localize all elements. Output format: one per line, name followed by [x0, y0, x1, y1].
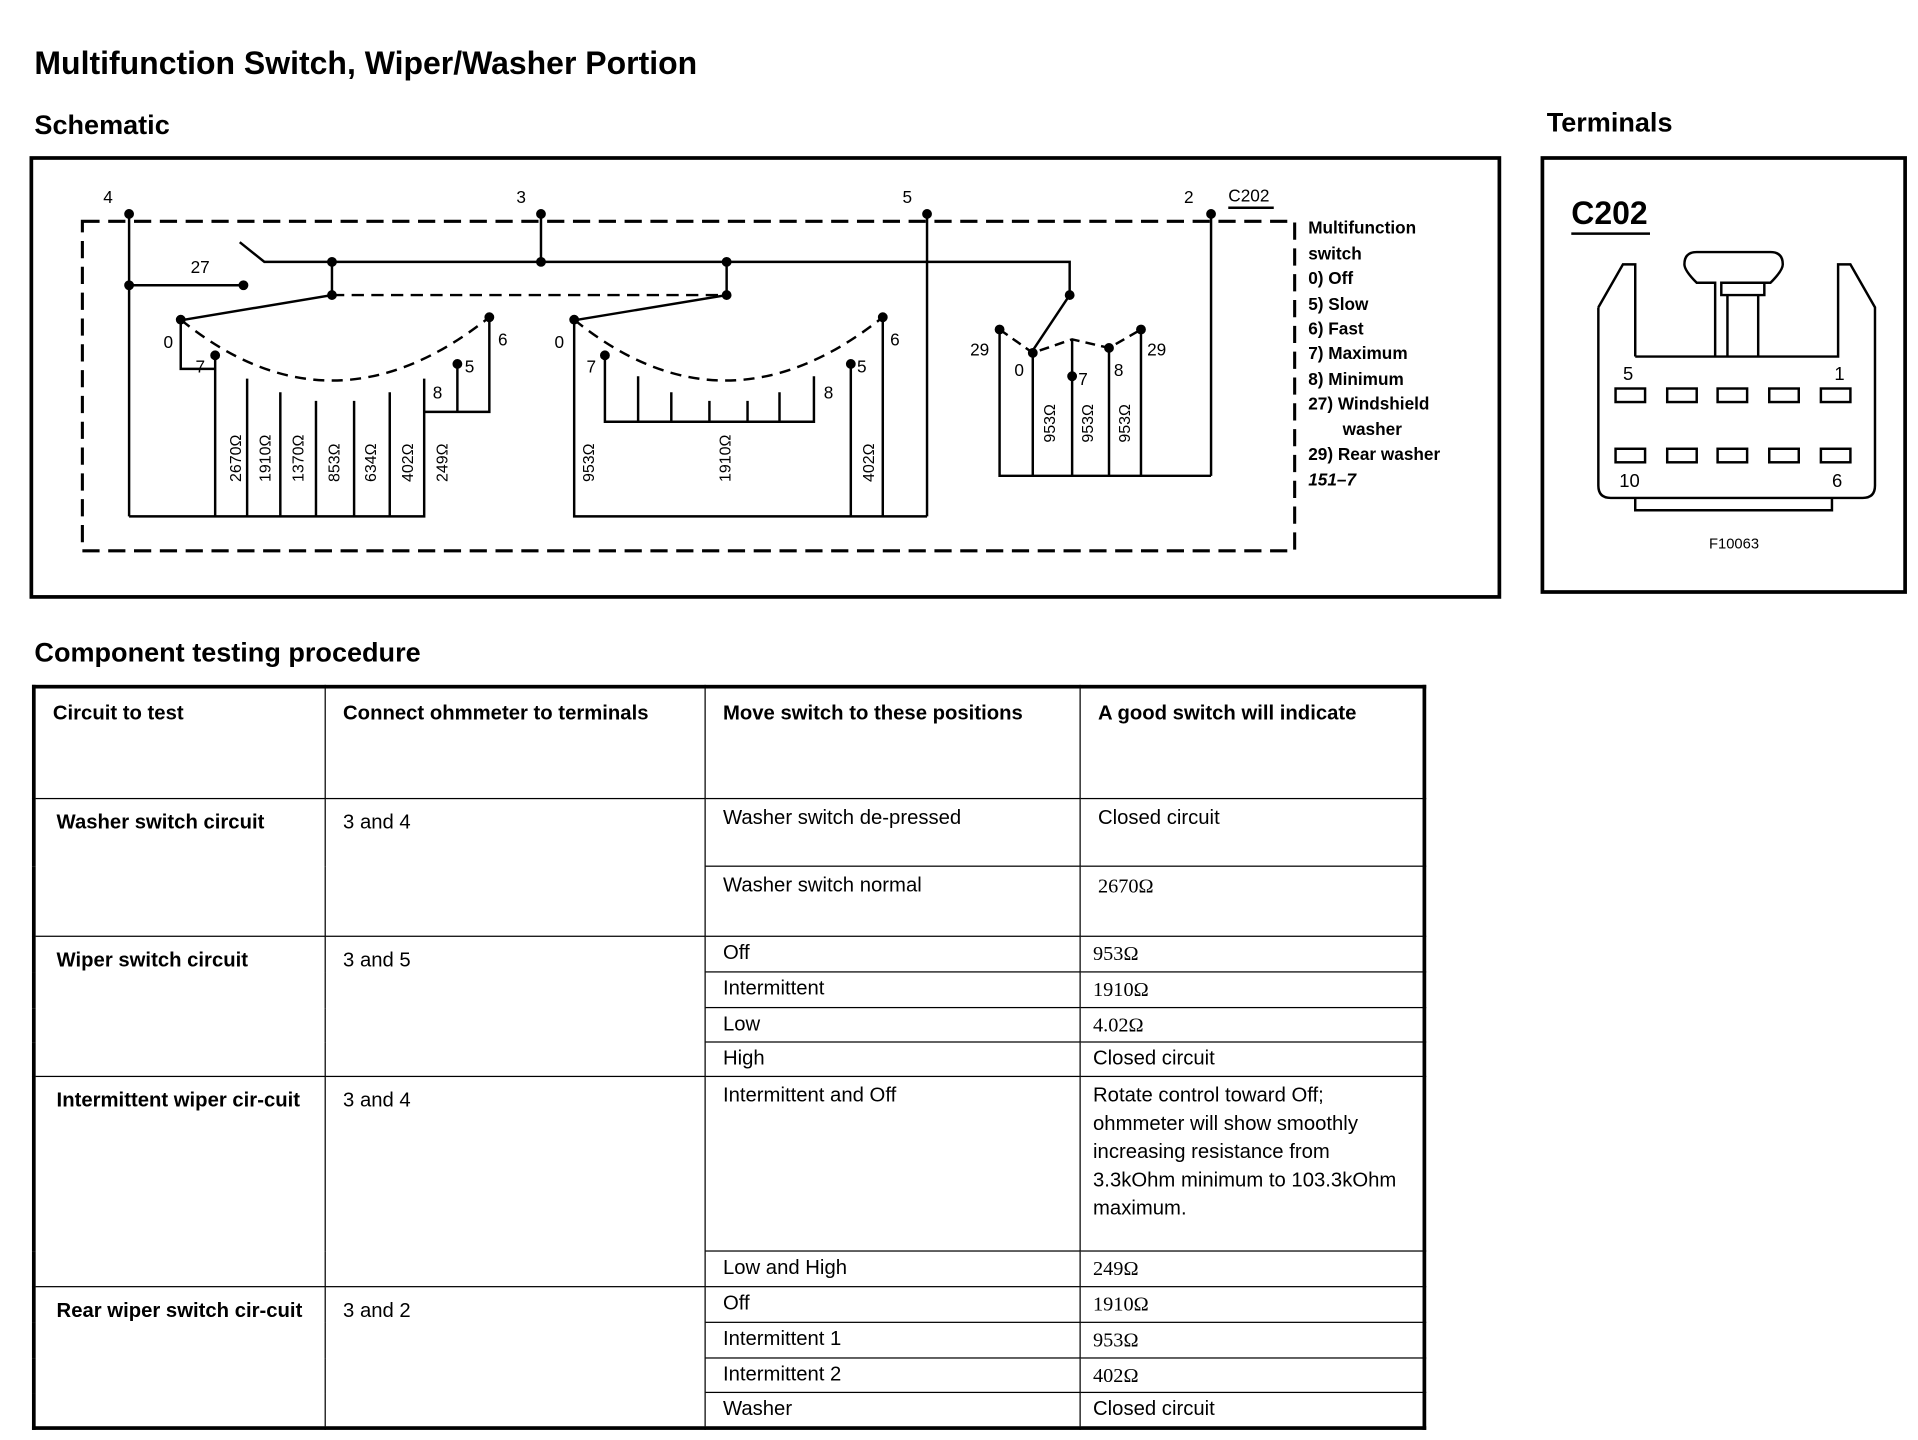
- circuit-cell: Intermittent wiper cir-cuit: [34, 1076, 325, 1286]
- col-header: Connect ohmmeter to terminals: [325, 687, 705, 799]
- schematic-label: 634Ω: [363, 443, 381, 482]
- position-cell: Intermittent and Off: [705, 1076, 1080, 1251]
- table-row: [34, 936, 1425, 972]
- position-cell: Washer switch de-pressed: [705, 799, 1080, 867]
- result-cell: 1910Ω: [1080, 1287, 1424, 1323]
- schematic-label: 8: [823, 382, 834, 403]
- schematic-label: 0) Off: [1308, 268, 1354, 289]
- schematic-label: 27) Windshield: [1308, 393, 1430, 414]
- position-cell: Intermittent 2: [705, 1358, 1080, 1392]
- result-cell: 249Ω: [1080, 1251, 1424, 1287]
- circuit-cell: Washer switch circuit: [34, 799, 325, 937]
- result-cell: 953Ω: [1080, 1322, 1424, 1358]
- schematic-label: 7: [1078, 368, 1088, 389]
- position-cell: Low and High: [705, 1251, 1080, 1287]
- terminals-heading: Terminals: [1546, 106, 1673, 138]
- result-cell: 953Ω: [1080, 936, 1424, 972]
- connector-c202-drawing: [1571, 195, 1875, 553]
- schematic-heading: Schematic: [34, 109, 170, 141]
- result-cell: Closed circuit: [1080, 1392, 1424, 1428]
- schematic-label: washer: [1342, 419, 1402, 440]
- schematic-diagram: [0, 0, 1918, 615]
- result-cell: 2670Ω: [1080, 866, 1424, 936]
- table-header-row: [34, 687, 1425, 799]
- schematic-label: 29) Rear washer: [1308, 443, 1441, 464]
- schematic-label: 7) Maximum: [1308, 343, 1408, 364]
- schematic-label: C202: [1228, 185, 1270, 206]
- schematic-label: 29: [970, 339, 990, 360]
- circuit-cell: Wiper switch circuit: [34, 936, 325, 1076]
- schematic-label: 953Ω: [1116, 404, 1134, 443]
- schematic-label: 953Ω: [580, 443, 598, 482]
- result-cell: Closed circuit: [1080, 1042, 1424, 1076]
- schematic-label: 0: [1014, 360, 1024, 381]
- col-header: Circuit to test: [34, 687, 325, 799]
- schematic-label: 0: [554, 331, 565, 352]
- result-cell: 1910Ω: [1080, 972, 1424, 1008]
- schematic-label: 8) Minimum: [1308, 368, 1404, 389]
- schematic-label: 7: [195, 356, 206, 377]
- result-cell: Rotate control toward Off; ohmmeter will show smoothly increasing resistance from 3.3kOhm minimum to 103.3kOhm maximum.: [1080, 1076, 1424, 1251]
- col-header: A good switch will indicate: [1080, 687, 1424, 799]
- terminals-cell: 3 and 5: [325, 936, 705, 1076]
- schematic-label: 5: [856, 356, 867, 377]
- schematic-label: Multifunction: [1308, 217, 1417, 238]
- schematic-label: F10063: [1709, 536, 1760, 553]
- schematic-label: 249Ω: [434, 443, 452, 482]
- position-cell: Intermittent: [705, 972, 1080, 1008]
- schematic-label: 5: [464, 356, 475, 377]
- schematic-label: 0: [163, 331, 174, 352]
- schematic-label: 402Ω: [400, 443, 418, 482]
- schematic-label: 8: [1113, 360, 1124, 381]
- schematic-label: 6) Fast: [1308, 318, 1364, 339]
- schematic-label: 1: [1834, 362, 1845, 384]
- schematic-label: switch: [1308, 243, 1362, 264]
- schematic-label: 5) Slow: [1308, 293, 1369, 314]
- position-cell: Off: [705, 1287, 1080, 1323]
- terminals-cell: 3 and 4: [325, 1076, 705, 1286]
- schematic-label: 953Ω: [1080, 404, 1098, 443]
- schematic-label: 2: [1184, 186, 1194, 207]
- schematic-label: 853Ω: [326, 443, 344, 482]
- position-cell: High: [705, 1042, 1080, 1076]
- schematic-label: 2670Ω: [227, 434, 245, 482]
- position-cell: Washer switch normal: [705, 866, 1080, 936]
- procedure-heading: Component testing procedure: [34, 636, 421, 668]
- position-cell: Intermittent 1: [705, 1322, 1080, 1358]
- table-row: [34, 1076, 1425, 1251]
- schematic-label: 6: [1831, 469, 1843, 491]
- terminals-cell: 3 and 4: [325, 799, 705, 937]
- position-cell: Washer: [705, 1392, 1080, 1428]
- terminals-cell: 3 and 2: [325, 1287, 705, 1428]
- schematic-label: 1910Ω: [257, 434, 275, 482]
- procedure-table: [32, 685, 1426, 1430]
- schematic-label: C202: [1571, 194, 1648, 231]
- result-cell: 402Ω: [1080, 1358, 1424, 1392]
- schematic-label: 27: [190, 256, 210, 277]
- schematic-label: 4: [103, 186, 113, 207]
- schematic-label: 953Ω: [1041, 404, 1059, 443]
- table-row: [34, 1287, 1425, 1323]
- position-cell: Off: [705, 936, 1080, 972]
- result-cell: 4.02Ω: [1080, 1008, 1424, 1042]
- schematic-label: 1370Ω: [290, 434, 308, 482]
- schematic-label: 402Ω: [861, 443, 879, 482]
- schematic-label: 3: [516, 186, 526, 207]
- schematic-label: 6: [890, 329, 900, 350]
- schematic-label: 5: [1622, 362, 1634, 384]
- schematic-label: 5: [902, 186, 913, 207]
- schematic-label: 7: [586, 356, 597, 377]
- schematic-label: 151–7: [1308, 469, 1357, 490]
- result-cell: Closed circuit: [1080, 799, 1424, 867]
- table-row: [34, 799, 1425, 867]
- schematic-label: 6: [497, 329, 508, 350]
- page-title: Multifunction Switch, Wiper/Washer Portion: [34, 44, 698, 82]
- circuit-cell: Rear wiper switch cir-cuit: [34, 1287, 325, 1428]
- schematic-label: 1910Ω: [717, 434, 735, 482]
- schematic-label: 10: [1619, 469, 1640, 491]
- col-header: Move switch to these positions: [705, 687, 1080, 799]
- schematic-label: 8: [432, 382, 443, 403]
- schematic-label: 29: [1147, 339, 1167, 360]
- position-cell: Low: [705, 1008, 1080, 1042]
